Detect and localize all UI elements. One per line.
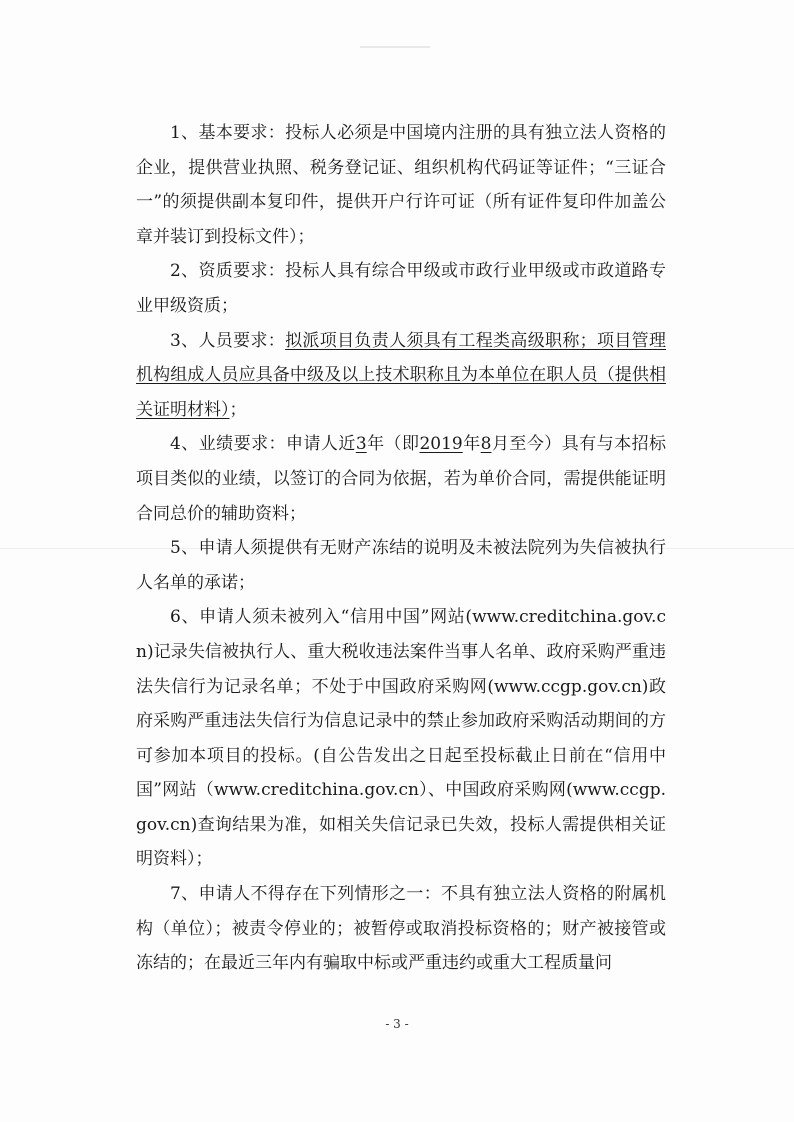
- performance-years: 3: [355, 434, 367, 455]
- document-body: [136, 116, 666, 981]
- page-number: - 3 -: [385, 1017, 409, 1031]
- performance-text-b: 年（即: [366, 434, 420, 455]
- performance-text-a: 4、业绩要求：申请人近: [170, 434, 356, 455]
- requirement-qualification: 2、资质要求：投标人具有综合甲级或市政行业甲级或市政道路专业甲级资质；: [136, 261, 666, 316]
- personnel-suffix: ；: [229, 399, 247, 420]
- performance-year: 2019: [419, 434, 463, 455]
- personnel-prefix: 3、人员要求：: [170, 330, 286, 351]
- performance-text-d: 月至今）具有与本招标项目类似的业绩，以签订的合同为依据，若为单价合同，需提供能证明合同总价的辅助资料；: [136, 434, 667, 524]
- requirement-performance: [136, 427, 666, 531]
- personnel-underlined-text: 拟派项目负责人须具有工程类高级职称；项目管理机构组成人员应具备中级及以上技术职称且为本单位在职人员（提供相关证明材料）: [136, 330, 666, 420]
- requirement-credit: 6、申请人须未被列入“信用中国”网站(www.creditchina.gov.cn)记录失信被执行人、重大税收违法案件当事人名单、政府采购严重违法失信行为记录名单；不处于中国政府采购网(www.ccgp.gov.cn)政府采购严重违法失信行为信息记录中的禁止参加政府采购活动期间的方可参加本项目的投标。(自公告发出之日起至投标截止日前在“信用中国”网站（www.creditchina.gov.cn）、中国政府采购网(www.ccgp.gov.cn)查询结果为准，如相关失信记录已失效，投标人需提供相关证明资料）；: [136, 607, 666, 870]
- performance-text-c: 年: [462, 434, 481, 455]
- requirement-personnel: [136, 324, 666, 428]
- scan-artifact: [360, 46, 430, 48]
- requirement-exclusions: 7、申请人不得存在下列情形之一：不具有独立法人资格的附属机构（单位）；被责令停业的；被暂停或取消投标资格的；财产被接管或冻结的；在最近三年内有骗取中标或严重违约或重大工程质量问: [136, 884, 666, 974]
- performance-month: 8: [480, 434, 492, 455]
- requirement-asset-freeze: 5、申请人须提供有无财产冻结的说明及未被法院列为失信被执行人名单的承诺；: [136, 538, 666, 593]
- requirement-basic: 1、基本要求：投标人必须是中国境内注册的具有独立法人资格的企业，提供营业执照、税务登记证、组织机构代码证等证件；“三证合一”的须提供副本复印件，提供开户行许可证（所有证件复印件加盖公章并装订到投标文件）；: [136, 123, 666, 247]
